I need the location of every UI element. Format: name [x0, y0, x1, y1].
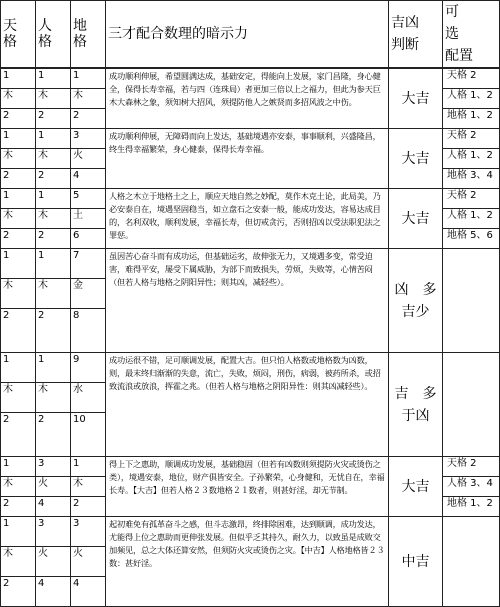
cell-tian: 木 — [1, 547, 36, 577]
cell-di: 土 — [71, 209, 106, 229]
cell-di: 2 — [71, 497, 106, 517]
cell-tian: 2 — [1, 413, 36, 457]
judgement-cell: 中吉 — [389, 517, 443, 607]
cell-ren: 木 — [36, 149, 71, 169]
table-row — [1, 457, 500, 477]
description-cell: 成功顺利伸展，希望圆满达成，基础安定，得能向上发展，家门昌隆，身心健全，保得长寿幸福，若与四（连珠局）者更加三倍以上之福力，但此为参天巨木大森林之象，须知树大招风，须提防他人之嫉贤而多招风波之中伤。 — [106, 69, 389, 129]
cell-ren: 1 — [36, 189, 71, 209]
table-row — [1, 129, 500, 149]
cell-tian: 木 — [1, 149, 36, 169]
cell-di: 3 — [71, 129, 106, 149]
cell-tian: 2 — [1, 577, 36, 607]
cell-ren: 2 — [36, 109, 71, 129]
cell-ren: 1 — [36, 353, 71, 383]
cell-ren: 木 — [36, 89, 71, 109]
cell-di: 10 — [71, 413, 106, 457]
cell-ren: 1 — [36, 69, 71, 89]
header-row — [1, 1, 500, 68]
config-cell: 天格 2 — [443, 457, 500, 477]
cell-ren: 火 — [36, 477, 71, 497]
table-row — [1, 249, 500, 279]
table-row — [1, 189, 500, 209]
table-row — [1, 69, 500, 89]
numerology-table — [0, 0, 500, 68]
config-cell: 人格 1、2 — [443, 149, 500, 169]
cell-tian: 2 — [1, 309, 36, 353]
cell-di: 火 — [71, 149, 106, 169]
cell-di: 1 — [71, 457, 106, 477]
cell-di: 3 — [71, 517, 106, 547]
cell-tian: 1 — [1, 69, 36, 89]
cell-ren: 4 — [36, 497, 71, 517]
cell-di: 9 — [71, 353, 106, 383]
header-title: 三才配合数理的暗示力 — [106, 1, 389, 68]
cell-di: 金 — [71, 279, 106, 309]
cell-tian: 1 — [1, 129, 36, 149]
cell-ren: 火 — [36, 547, 71, 577]
header-ren: 人 格 — [36, 1, 71, 68]
cell-tian: 2 — [1, 229, 36, 249]
cell-ren: 木 — [36, 383, 71, 413]
config-cell: 地格 5、6 — [443, 229, 500, 249]
cell-di: 木 — [71, 89, 106, 109]
cell-ren: 木 — [36, 209, 71, 229]
cell-ren: 1 — [36, 129, 71, 149]
cell-ren: 2 — [36, 229, 71, 249]
cell-tian: 2 — [1, 109, 36, 129]
cell-di: 木 — [71, 477, 106, 497]
cell-tian: 1 — [1, 517, 36, 547]
cell-tian: 2 — [1, 169, 36, 189]
table-row — [1, 353, 500, 383]
cell-tian: 1 — [1, 353, 36, 383]
cell-ren: 3 — [36, 517, 71, 547]
cell-tian: 1 — [1, 457, 36, 477]
config-cell-empty — [443, 353, 500, 457]
config-cell: 人格 1、2 — [443, 209, 500, 229]
cell-di: 4 — [71, 169, 106, 189]
config-cell: 天格 2 — [443, 189, 500, 209]
description-cell: 成功顺利伸展，无障碍而向上发达，基础境遇亦安泰，事事顺利，兴盛隆昌，终生得幸福繁荣，身心健泰，保得长寿幸福。 — [106, 129, 389, 189]
cell-di: 1 — [71, 69, 106, 89]
config-cell-empty — [443, 249, 500, 353]
judgement-cell: 大吉 — [389, 69, 443, 129]
cell-di: 火 — [71, 547, 106, 577]
cell-tian: 木 — [1, 279, 36, 309]
cell-di: 8 — [71, 309, 106, 353]
header-tian: 天 格 — [1, 1, 36, 68]
judgement-cell: 大吉 — [389, 457, 443, 517]
cell-ren: 1 — [36, 249, 71, 279]
cell-tian: 1 — [1, 249, 36, 279]
header-config: 可 选 配置 — [443, 1, 500, 68]
cell-ren: 2 — [36, 413, 71, 457]
header-di: 地 格 — [71, 1, 106, 68]
cell-tian: 木 — [1, 209, 36, 229]
description-cell: 虽因苦心奋斗而有成功运，但基础运劣，故伸张无力，又境遇多变，常受迫害，难得平安，屡受下属威胁，为部下而致损失，劳烦，失败等，心情苦闷（但若人格与地格之阴阳异性；则其凶，减轻些）。 — [106, 249, 389, 353]
cell-tian: 2 — [1, 497, 36, 517]
cell-di: 7 — [71, 249, 106, 279]
config-cell: 人格 1、2 — [443, 89, 500, 109]
description-cell: 起初难免有孤革奋斗之感，但斗志激昂，终排除困难，达到顺调，成功发达，尤能得上位之惠助而更伸张发展。但似乎乏其持久，耐久力，以致虽是成败交加频见，总之大体还算安然，但须防火灾或烫伤之灾。【中吉】人格地格皆２３数：甚好淫。 — [106, 517, 389, 607]
cell-di: 5 — [71, 189, 106, 209]
config-cell-empty — [443, 517, 500, 607]
cell-tian: 木 — [1, 89, 36, 109]
cell-ren: 2 — [36, 169, 71, 189]
header-judge: 吉凶 判断 — [389, 1, 443, 68]
description-cell: 成功运很不错，足可顺调发展，配置大吉。但只怕人格数或地格数为凶数，则，最末终归渐渐的失意，流亡，失败，烦闷，刑伤，病弱，被药所杀，或招致流浪或放浪，挥霍之兆。（但若人格与地格之阴阳异性：则其凶减轻些）。 — [106, 353, 389, 457]
cell-ren: 4 — [36, 577, 71, 607]
judgement-cell: 大吉 — [389, 129, 443, 189]
cell-tian: 1 — [1, 189, 36, 209]
config-cell: 天格 2 — [443, 69, 500, 89]
cell-di: 4 — [71, 577, 106, 607]
judgement-cell: 大吉 — [389, 189, 443, 249]
cell-ren: 2 — [36, 309, 71, 353]
config-cell: 人格 3、4 — [443, 477, 500, 497]
config-cell: 地格 1、2 — [443, 497, 500, 517]
judgement-cell: 吉 多 于凶 — [389, 353, 443, 457]
description-cell: 得上下之惠助，顺调成功发展，基础稳固（但若有凶数则须提防火灾或烫伤之类），境遇安泰，地位，财产俱皆安全。子孙繁荣，心身健和，无忧自在，幸福长寿。【大吉】但若人格２３数地格２１数者，则甚好淫，却无节制。 — [106, 457, 389, 517]
cell-di: 6 — [71, 229, 106, 249]
config-cell: 天格 2 — [443, 129, 500, 149]
cell-di: 2 — [71, 109, 106, 129]
cell-ren: 3 — [36, 457, 71, 477]
cell-tian: 木 — [1, 383, 36, 413]
cell-ren: 木 — [36, 279, 71, 309]
numerology-body — [0, 68, 500, 607]
judgement-cell: 凶 多 吉少 — [389, 249, 443, 353]
table-row — [1, 517, 500, 547]
cell-di: 水 — [71, 383, 106, 413]
cell-tian: 木 — [1, 477, 36, 497]
config-cell: 地格 3、4 — [443, 169, 500, 189]
config-cell: 地格 1、2 — [443, 109, 500, 129]
description-cell: 人格之木立于地格土之上，顺应天地自然之妙配，莫作木克土论，此局美，乃必安泰自在，境遇坚固稳当，如立盘石之安泰一般，能成功发达，容易达成目的，名利双收，顺利发展，幸福长寿，但切戒贪污，否则招凶以受法职犯法之罪惩。 — [106, 189, 389, 249]
